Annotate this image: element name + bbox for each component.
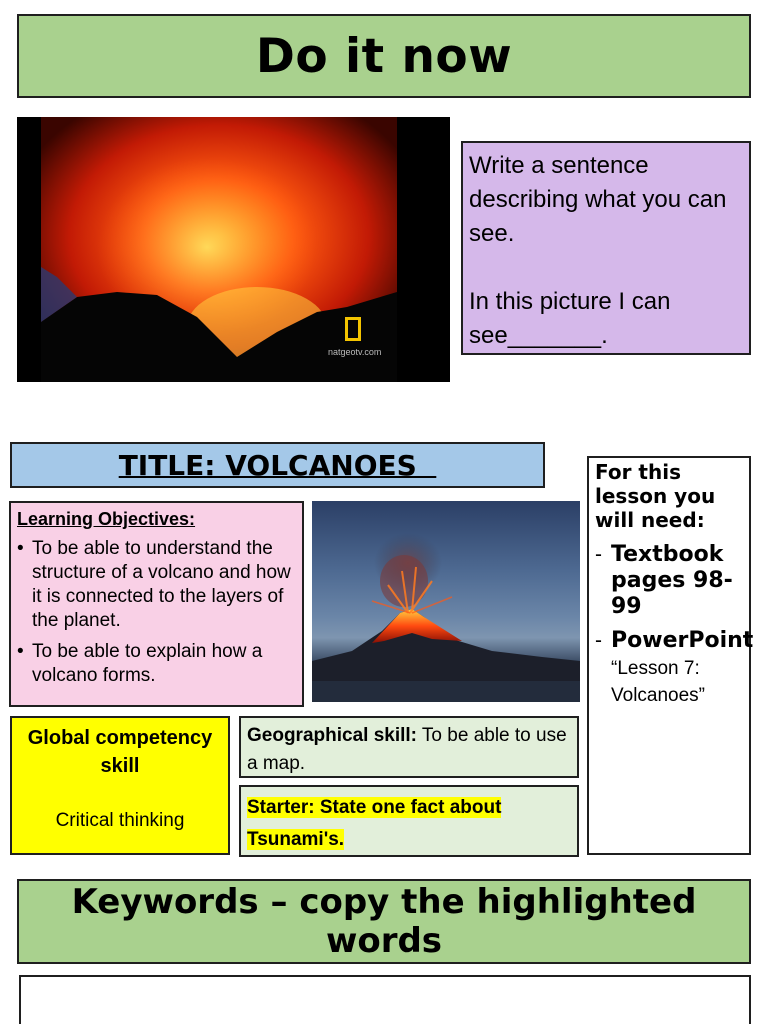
objectives-heading: Learning Objectives: <box>17 509 196 529</box>
lava-eruption-illustration <box>17 117 450 382</box>
requirement-item <box>595 628 754 709</box>
keywords-answer-box <box>19 975 751 1024</box>
requirements-intro: For this lesson you will need: <box>595 460 716 532</box>
keywords-header <box>17 879 751 964</box>
requirement-powerpoint-title: “Lesson 7: Volcanoes” <box>611 658 706 706</box>
do-it-now-header <box>17 14 751 98</box>
geographical-skill-text: To be able to use a map. <box>247 725 567 774</box>
starter-box <box>239 785 579 857</box>
requirement-item <box>595 542 743 620</box>
learning-objectives-box <box>9 501 304 707</box>
lesson-requirements-panel <box>587 456 754 855</box>
prompt-instruction: Write a sentence describing what you can see. <box>469 152 727 247</box>
objective-item: • To be able to understand the structure of a volcano and how it is connected to the layers of the planet. <box>17 537 296 633</box>
requirement-powerpoint: PowerPoint <box>611 628 754 653</box>
natgeo-logo-icon <box>345 317 361 341</box>
lava-eruption-image <box>17 117 450 382</box>
global-competency-box <box>10 716 230 855</box>
objective-item: • To be able to explain how a volcano forms. <box>17 640 296 688</box>
image-watermark: natgeotv.com <box>328 347 382 357</box>
global-competency-title: Global competency skill <box>27 727 213 777</box>
global-competency-value: Critical thinking <box>55 810 185 831</box>
requirement-textbook: Textbook pages 98-99 <box>611 542 733 619</box>
keywords-title: Keywords – copy the highlighted words <box>71 881 697 961</box>
header-title: Do it now <box>255 28 513 84</box>
list-dash: - <box>595 543 602 566</box>
list-dash: - <box>595 629 602 652</box>
geographical-skill-label: Geographical skill: <box>247 725 417 746</box>
lesson-title-bar <box>10 442 545 488</box>
volcano-eruption-illustration <box>312 501 580 702</box>
starter-text: Starter: State one fact about Tsunami's. <box>247 797 502 850</box>
prompt-sentence-starter: In this picture I can see_______. <box>469 288 671 349</box>
writing-prompt-box <box>461 141 751 355</box>
objectives-list <box>17 537 296 688</box>
lesson-title: TITLE: VOLCANOES <box>118 448 437 482</box>
volcano-eruption-image <box>312 501 580 702</box>
geographical-skill-box <box>239 716 579 778</box>
